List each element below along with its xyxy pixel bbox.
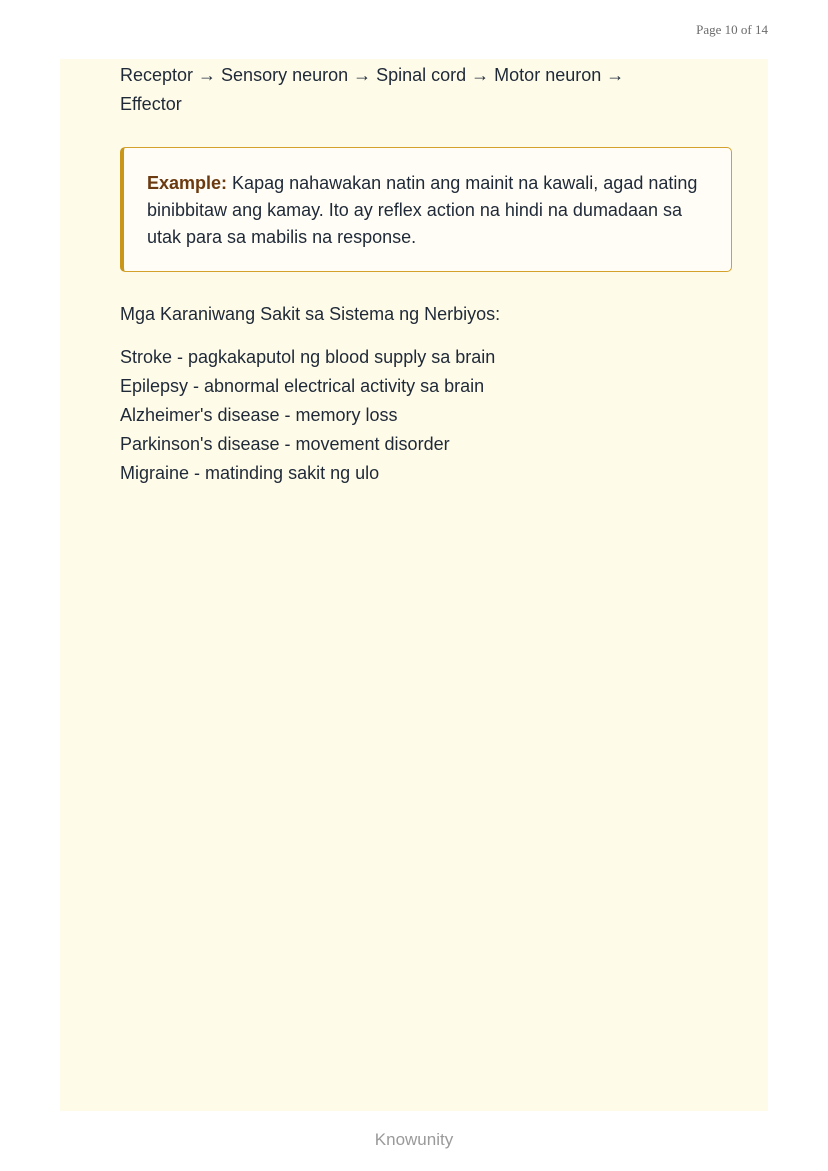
disease-item: Migraine - matinding sakit ng ulo — [120, 463, 380, 483]
diseases-heading: Mga Karaniwang Sakit sa Sistema ng Nerbiyos: — [120, 304, 501, 324]
footer-brand: Knowunity — [374, 1130, 454, 1149]
reflex-arc-pathway — [120, 61, 710, 119]
page-content — [120, 59, 710, 504]
example-paragraph — [147, 170, 707, 251]
disease-item: Alzheimer's disease - memory loss — [120, 405, 398, 425]
example-callout — [120, 147, 732, 272]
disease-item: Stroke - pagkakaputol ng blood supply sa brain — [120, 347, 496, 367]
disease-item: Epilepsy - abnormal electrical activity sa brain — [120, 376, 485, 396]
disease-item: Parkinson's disease - movement disorder — [120, 434, 450, 454]
pathway-line-2: Effector — [120, 94, 182, 114]
pathway-line-1: Receptor → Sensory neuron → Spinal cord → Motor neuron → — [120, 65, 625, 85]
document-page — [60, 59, 768, 1111]
disease-list — [120, 343, 710, 488]
example-label: Example: — [147, 173, 228, 193]
page-number: Page 10 of 14 — [696, 22, 768, 37]
example-text: Kapag nahawakan natin ang mainit na kawali, agad nating binibbitaw ang kamay. Ito ay reflex action na hindi na dumadaan sa utak para sa mabilis na response. — [147, 173, 698, 247]
